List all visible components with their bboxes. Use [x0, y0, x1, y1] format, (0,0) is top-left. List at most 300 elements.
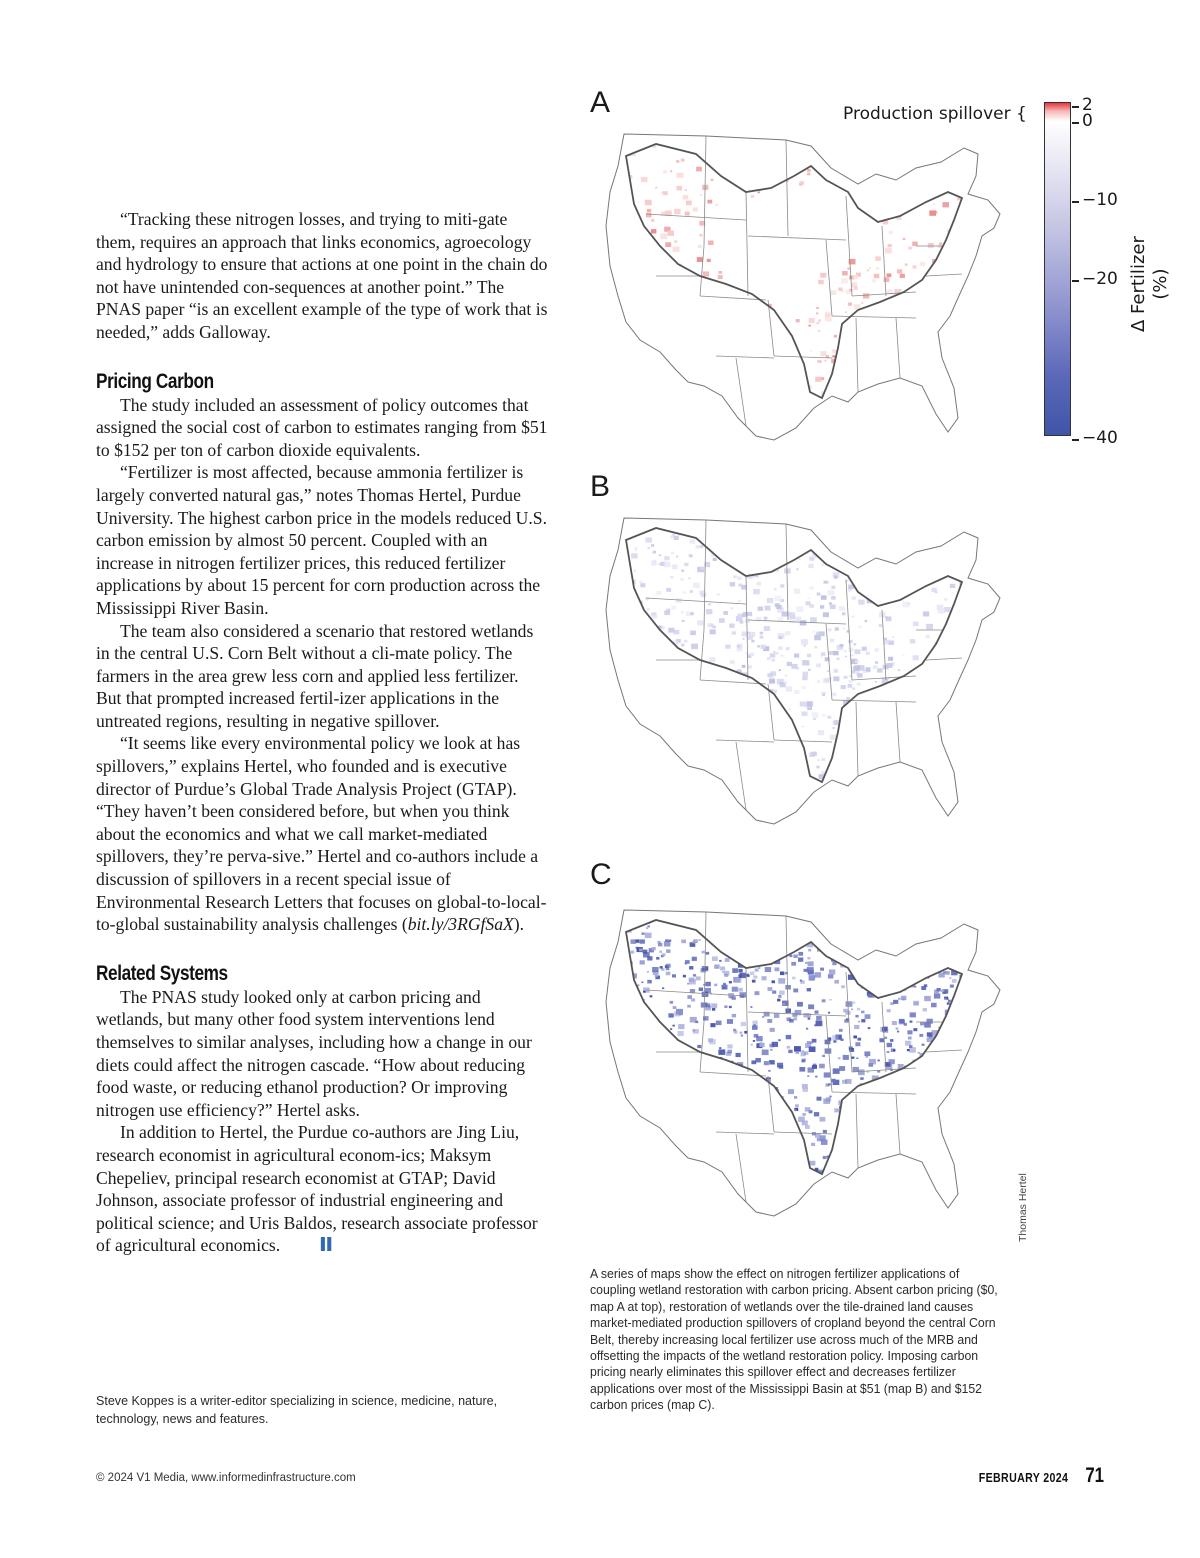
fill-cell: [936, 1145, 941, 1149]
fill-cell: [690, 1017, 697, 1023]
fill-cell: [963, 215, 967, 218]
fill-cell: [792, 1149, 798, 1154]
fill-cell: [793, 1017, 797, 1020]
short-link[interactable]: bit.ly/3RGfSaX: [407, 914, 514, 935]
fill-cell: [923, 353, 927, 357]
fill-cell: [670, 269, 676, 274]
fill-cell: [646, 671, 649, 673]
fill-cell: [859, 392, 865, 397]
fill-cell: [643, 763, 648, 767]
fill-cell: [684, 751, 689, 755]
fill-cell: [789, 612, 795, 617]
fill-cell: [895, 738, 897, 740]
fill-cell: [670, 535, 674, 538]
fill-cell: [738, 969, 742, 972]
fill-cell: [927, 1064, 932, 1068]
fill-cell: [678, 1024, 684, 1029]
fill-cell: [871, 551, 876, 555]
fill-cell: [897, 269, 902, 273]
fill-cell: [643, 781, 649, 786]
state-border: [896, 318, 900, 378]
fill-cell: [626, 1053, 632, 1058]
fill-cell: [699, 302, 701, 304]
fill-cell: [707, 540, 710, 542]
fill-cell: [855, 384, 857, 386]
fill-cell: [889, 926, 895, 931]
fill-cell: [753, 976, 757, 979]
fill-cell: [927, 670, 933, 675]
fill-cell: [852, 596, 856, 599]
fill-cell: [924, 140, 926, 142]
fill-cell: [943, 285, 949, 290]
state-border: [856, 318, 858, 392]
fill-cell: [627, 771, 632, 775]
fill-cell: [739, 935, 744, 939]
fill-cell: [772, 991, 776, 994]
fill-cell: [666, 643, 671, 647]
fill-cell: [963, 715, 969, 720]
state-border: [826, 624, 832, 700]
fill-cell: [741, 349, 747, 354]
fill-cell: [888, 744, 892, 747]
fill-cell: [739, 700, 744, 704]
fill-cell: [631, 1143, 637, 1148]
fill-cell: [863, 333, 868, 337]
fill-cell: [882, 706, 889, 712]
fill-cell: [807, 169, 811, 172]
fill-cell: [874, 648, 879, 652]
fill-cell: [648, 1031, 652, 1034]
fill-cell: [680, 1062, 687, 1068]
fill-cell: [949, 1060, 953, 1063]
fill-cell: [751, 1085, 755, 1088]
fill-cell: [863, 293, 869, 298]
body-paragraph: The team also considered a scenario that restored wetlands in the central U.S. Corn Belt without a cli-mate policy. The farmers in the area grew less corn and applied less fertilizer. But that prompted increased fertil-izer applications in the untreated regions, resulting in negative spillover.: [96, 620, 534, 731]
fill-cell: [790, 528, 794, 531]
fill-cell: [743, 638, 745, 640]
fill-cell: [889, 1145, 892, 1147]
fill-cell: [820, 1117, 826, 1122]
fill-cell: [655, 305, 659, 308]
fill-cell: [866, 1056, 869, 1058]
fill-cell: [697, 1045, 701, 1048]
fill-cell: [711, 1133, 717, 1137]
fill-cell: [733, 691, 736, 694]
fill-cell: [750, 972, 755, 976]
fill-cell: [693, 1029, 699, 1034]
state-border: [926, 274, 962, 276]
fill-cell: [830, 735, 837, 740]
fill-cell: [735, 1075, 738, 1077]
fill-cell: [863, 967, 867, 970]
fill-cell: [685, 1066, 689, 1069]
fill-cell: [700, 702, 705, 706]
fill-cell: [674, 209, 681, 214]
fill-cell: [838, 288, 842, 291]
fill-cell: [807, 173, 810, 176]
fill-cell: [819, 631, 825, 636]
fill-cell: [653, 670, 657, 673]
fill-cell: [729, 624, 735, 628]
state-border: [896, 1094, 900, 1154]
fill-cell: [637, 1157, 642, 1161]
fill-cell: [837, 658, 840, 661]
fill-cell: [737, 704, 740, 706]
fill-cell: [852, 688, 855, 690]
fill-cell: [687, 1005, 691, 1008]
fill-cell: [840, 940, 844, 943]
fill-cell: [731, 1116, 734, 1119]
fill-cell: [913, 1108, 919, 1112]
fill-cell: [956, 1155, 959, 1157]
fill-cell: [782, 1175, 788, 1180]
fill-cell: [853, 1036, 857, 1039]
fill-cell: [932, 1075, 936, 1078]
fill-cell: [632, 993, 635, 996]
fill-cell: [937, 140, 943, 145]
fill-cell: [677, 1031, 683, 1036]
fill-cell: [764, 1118, 769, 1122]
fill-cell: [665, 242, 671, 247]
fill-cell: [917, 327, 922, 331]
fill-cell: [641, 764, 647, 769]
fill-cell: [729, 736, 731, 738]
fill-cell: [663, 1059, 667, 1062]
fill-cell: [712, 716, 716, 719]
fill-cell: [660, 234, 667, 240]
fill-cell: [878, 1116, 881, 1118]
fill-cell: [682, 1173, 685, 1175]
fill-cell: [845, 656, 847, 658]
body-paragraph: “Tracking these nitrogen losses, and trying to miti-gate them, requires an approach that links economics, agroecology and hydrology to ensure that actions at one point in the chain do not have unintended con-sequences at another point.” The PNAS paper “is an excellent example of the type of work that is needed,” adds Galloway.: [96, 209, 548, 342]
fill-cell: [753, 761, 758, 765]
fill-cell: [932, 1110, 935, 1112]
fill-cell: [800, 980, 802, 982]
fill-cell: [890, 168, 894, 171]
fill-cell: [957, 939, 960, 942]
fill-cell: [628, 531, 633, 535]
fill-cell: [875, 681, 877, 683]
fill-cell: [640, 1172, 644, 1175]
fill-cell: [864, 1108, 868, 1111]
fill-cell: [682, 388, 689, 394]
fill-cell: [939, 1057, 943, 1060]
fill-cell: [671, 380, 678, 385]
fill-cell: [806, 1013, 811, 1017]
fill-cell: [676, 160, 679, 163]
fill-cell: [668, 1093, 671, 1095]
fill-cell: [795, 618, 799, 621]
fill-cell: [766, 1120, 770, 1123]
fill-cell: [757, 582, 762, 586]
fill-cell: [922, 565, 929, 570]
fill-cell: [630, 673, 632, 675]
fill-cell: [834, 1108, 839, 1112]
fill-cell: [787, 922, 791, 926]
fill-cell: [829, 629, 832, 631]
fill-cell: [752, 980, 756, 983]
fill-cell: [940, 152, 944, 156]
fill-cell: [961, 996, 965, 999]
fill-cell: [647, 1163, 653, 1168]
fill-cell: [768, 1070, 770, 1072]
fill-cell: [828, 974, 834, 978]
fill-cell: [815, 1076, 817, 1078]
fill-cell: [899, 1020, 905, 1025]
fill-cell: [862, 365, 867, 369]
fill-cell: [874, 584, 880, 589]
fill-cell: [680, 1136, 687, 1141]
fill-cell: [709, 1101, 715, 1106]
fill-cell: [763, 322, 765, 324]
fill-cell: [858, 542, 864, 547]
state-border: [736, 742, 746, 810]
fill-cell: [716, 1021, 722, 1026]
fill-cell: [818, 319, 821, 321]
fill-cell: [864, 1051, 870, 1056]
fill-cell: [933, 204, 935, 206]
fill-cell: [820, 545, 823, 547]
fill-cell: [912, 192, 919, 197]
fill-cell: [635, 269, 639, 272]
fill-cell: [923, 611, 929, 616]
fill-cell: [938, 1068, 944, 1073]
fill-cell: [944, 607, 951, 612]
fill-cell: [808, 669, 811, 671]
basin-fill: [624, 524, 969, 789]
fill-cell: [752, 535, 755, 537]
fill-cell: [658, 715, 665, 720]
fill-cell: [960, 659, 964, 662]
fill-cell: [678, 332, 683, 336]
fill-cell: [732, 525, 739, 530]
fill-cell: [638, 1150, 642, 1153]
fill-cell: [807, 1041, 811, 1044]
fill-cell: [667, 707, 670, 710]
fill-cell: [792, 977, 795, 980]
fill-cell: [810, 545, 816, 550]
fill-cell: [853, 1002, 856, 1004]
fill-cell: [737, 529, 743, 534]
fill-cell: [747, 975, 750, 977]
fill-cell: [646, 927, 648, 929]
fill-cell: [946, 1023, 951, 1027]
fill-cell: [958, 164, 961, 167]
fill-cell: [868, 565, 871, 567]
fill-cell: [710, 369, 715, 373]
fill-cell: [833, 143, 838, 147]
fill-cell: [690, 689, 693, 692]
fill-cell: [714, 965, 719, 969]
fill-cell: [909, 540, 914, 544]
fill-cell: [787, 1046, 790, 1049]
fill-cell: [958, 1123, 963, 1127]
fill-cell: [837, 1136, 844, 1141]
fill-cell: [816, 1016, 822, 1021]
fill-cell: [786, 1035, 792, 1039]
fill-cell: [861, 1142, 866, 1146]
fill-cell: [806, 701, 813, 706]
fill-cell: [756, 1108, 761, 1112]
fill-cell: [689, 966, 693, 969]
fill-cell: [673, 247, 680, 253]
fill-cell: [895, 691, 902, 696]
fill-cell: [645, 200, 652, 206]
fill-cell: [841, 685, 846, 689]
fill-cell: [740, 374, 746, 378]
fill-cell: [804, 1051, 809, 1055]
fill-cell: [798, 922, 800, 924]
fill-cell: [915, 1121, 918, 1124]
fill-cell: [630, 1044, 635, 1048]
fill-cell: [647, 1057, 653, 1062]
fill-cell: [658, 563, 661, 565]
fill-cell: [711, 300, 716, 304]
fill-cell: [774, 596, 781, 602]
fill-cell: [829, 1096, 831, 1098]
fill-cell: [659, 951, 662, 953]
fill-cell: [752, 771, 758, 776]
fill-cell: [897, 1031, 899, 1033]
fill-cell: [872, 594, 878, 599]
fill-cell: [748, 695, 753, 699]
fill-cell: [687, 673, 692, 677]
fill-cell: [647, 1076, 649, 1078]
fill-cell: [769, 679, 775, 684]
fill-cell: [934, 1076, 940, 1081]
fill-cell: [716, 1074, 720, 1077]
fill-cell: [900, 943, 903, 946]
panel-label-c: C: [590, 858, 612, 891]
fill-cell: [684, 1093, 689, 1097]
fill-cell: [898, 1127, 904, 1132]
fill-cell: [697, 1152, 704, 1157]
fill-cell: [733, 575, 737, 578]
folio: [963, 1464, 1106, 1488]
fill-cell: [718, 316, 720, 318]
fill-cell: [784, 356, 790, 361]
fill-cell: [807, 957, 810, 959]
fill-cell: [796, 568, 799, 570]
fill-cell: [678, 1168, 683, 1172]
fill-cell: [924, 668, 929, 672]
fill-cell: [829, 651, 834, 655]
fill-cell: [626, 717, 630, 720]
fill-cell: [729, 1082, 736, 1087]
photo-credit: Thomas Hertel: [1017, 1173, 1029, 1242]
fill-cell: [809, 933, 814, 937]
fill-cell: [790, 774, 795, 778]
fill-cell: [625, 1079, 627, 1081]
fill-cell: [790, 765, 794, 768]
fill-cell: [746, 1139, 752, 1144]
fill-cell: [670, 170, 672, 172]
fill-cell: [654, 1141, 656, 1143]
fill-cell: [654, 1045, 659, 1049]
fill-cell: [648, 1073, 652, 1076]
article-column: [96, 208, 548, 1257]
fill-cell: [699, 347, 703, 350]
fill-cell: [806, 1028, 808, 1030]
fill-cell: [962, 760, 969, 765]
fill-cell: [740, 933, 746, 938]
fill-cell: [926, 920, 931, 924]
fill-cell: [863, 341, 866, 344]
fill-cell: [722, 299, 728, 304]
fill-cell: [820, 361, 822, 363]
fill-cell: [945, 971, 950, 975]
fill-cell: [886, 384, 891, 388]
fill-cell: [633, 707, 637, 711]
fill-cell: [798, 952, 803, 956]
fill-cell: [700, 545, 703, 548]
fill-cell: [707, 1061, 714, 1066]
fill-cell: [851, 1144, 857, 1149]
fill-cell: [832, 1035, 838, 1040]
fill-cell: [721, 147, 724, 149]
fill-cell: [936, 328, 939, 330]
fill-cell: [939, 567, 945, 572]
fill-cell: [862, 647, 867, 651]
page-number: 71: [1084, 1464, 1104, 1487]
fill-cell: [954, 734, 961, 739]
fill-cell: [949, 655, 953, 658]
fill-cell: [791, 962, 796, 966]
fill-cell: [696, 330, 700, 333]
fill-cell: [817, 680, 820, 682]
fill-cell: [779, 1065, 784, 1069]
fill-cell: [695, 286, 699, 289]
fill-cell: [796, 770, 801, 774]
fill-cell: [874, 184, 878, 187]
fill-cell: [686, 1100, 689, 1102]
fill-cell: [647, 547, 650, 549]
fill-cell: [864, 620, 867, 622]
state-border: [856, 702, 858, 776]
fill-cell: [846, 697, 850, 700]
fill-cell: [932, 1089, 939, 1094]
fill-cell: [634, 570, 637, 572]
body-paragraph: [96, 1121, 548, 1257]
fill-cell: [960, 638, 965, 642]
fill-cell: [627, 634, 631, 637]
fill-cell: [702, 992, 709, 997]
fill-cell: [635, 298, 639, 302]
state-border: [704, 136, 706, 246]
fill-cell: [921, 986, 926, 990]
issue-date: FEBRUARY 2024: [978, 1471, 1069, 1485]
state-border: [856, 1094, 858, 1168]
fill-cell: [700, 301, 706, 306]
state-border: [832, 1092, 916, 1094]
fill-cell: [839, 739, 844, 743]
fill-cell: [631, 1025, 638, 1031]
fill-cell: [646, 213, 652, 218]
fill-cell: [841, 1158, 846, 1162]
fill-cell: [735, 387, 739, 390]
fill-cell: [944, 1072, 949, 1076]
fill-cell: [962, 304, 969, 309]
fill-cell: [733, 172, 738, 176]
fill-cell: [808, 564, 813, 568]
fill-cell: [673, 1006, 677, 1009]
fill-cell: [809, 752, 815, 757]
fill-cell: [877, 952, 881, 956]
fill-cell: [901, 996, 906, 1000]
fill-cell: [652, 1042, 656, 1045]
fill-cell: [877, 988, 883, 993]
fill-cell: [696, 1103, 701, 1107]
